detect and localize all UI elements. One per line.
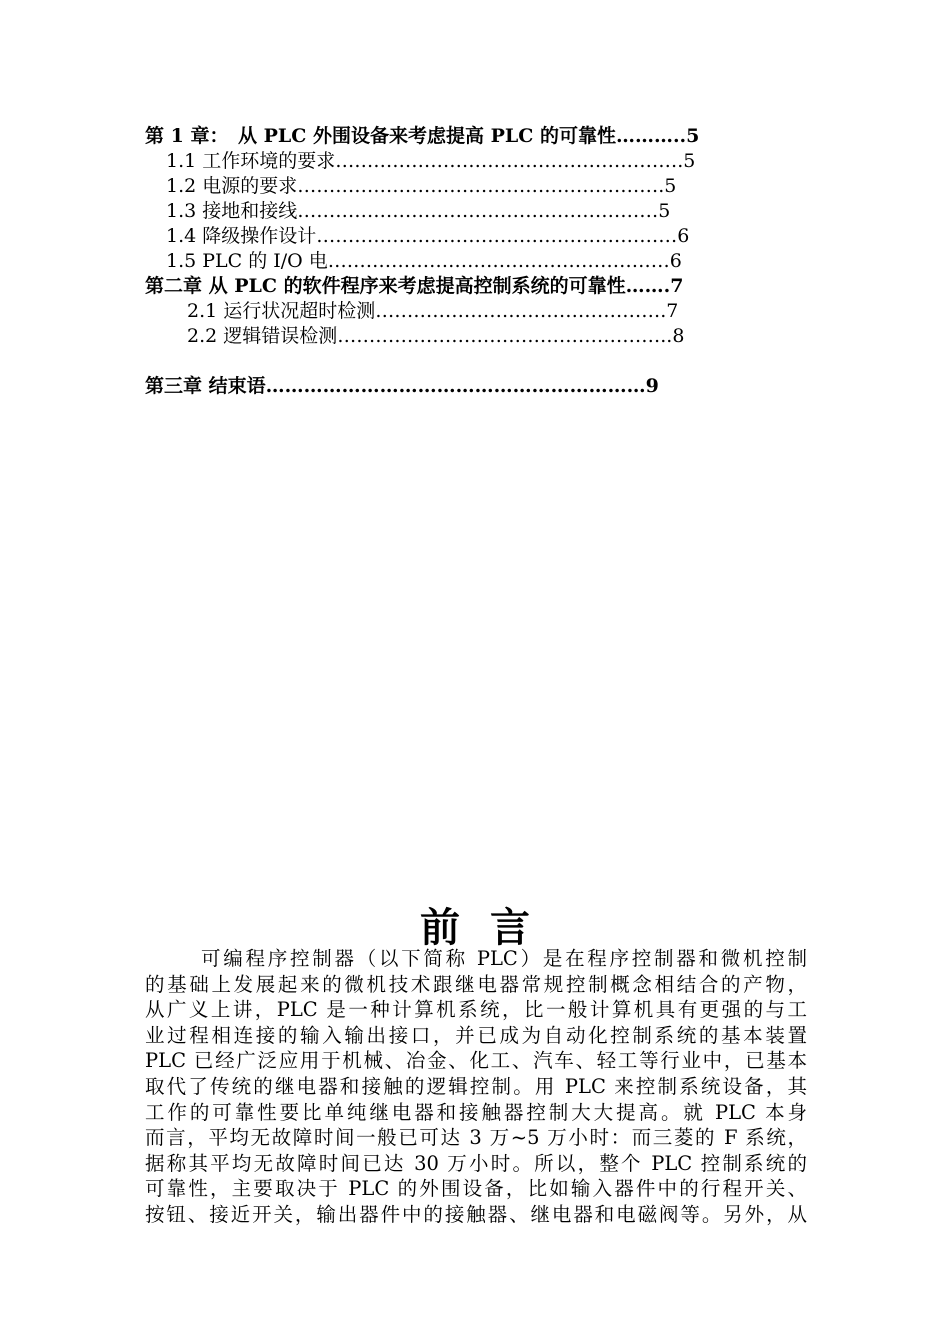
preface-line: 从广义上讲，PLC 是一种计算机系统，比一般计算机具有更强的与工: [145, 998, 807, 1022]
preface-line: 工作的可靠性要比单纯继电器和接触器控制大大提高。就 PLC 本身: [145, 1100, 807, 1124]
toc-section-1-2[interactable]: 1.2 电源的要求………………………………………………….5: [166, 175, 677, 197]
preface-paragraph: [145, 946, 807, 1228]
preface-line: 业过程相连接的输入输出接口，并已成为自动化控制系统的基本装置: [145, 1023, 807, 1047]
preface-line: 可靠性，主要取决于 PLC 的外围设备，比如输入器件中的行程开关、: [145, 1177, 807, 1201]
preface-line: 可编程序控制器（以下简称 PLC）是在程序控制器和微机控制: [201, 947, 807, 970]
preface-title: 前言: [420, 904, 560, 951]
toc-section-2-1[interactable]: 2.1 运行状况超时检测……………………………………….7: [187, 300, 679, 322]
toc-chapter-1[interactable]: 第 1 章： 从 PLC 外围设备来考虑提高 PLC 的可靠性………..5: [145, 125, 700, 147]
toc-section-2-2[interactable]: 2.2 逻辑错误检测……………………………………………..8: [187, 325, 685, 347]
preface-line: PLC 已经广泛应用于机械、冶金、化工、汽车、轻工等行业中，已基本: [145, 1049, 807, 1073]
preface-line: 取代了传统的继电器和接触的逻辑控制。用 PLC 来控制系统设备，其: [145, 1074, 807, 1098]
toc-section-1-3[interactable]: 1.3 接地和接线…………………………………………………5: [166, 200, 671, 222]
toc-section-1-5[interactable]: 1.5 PLC 的 I/O 电………………………………………………6: [166, 250, 682, 272]
preface-line: 按钮、接近开关，输出器件中的接触器、继电器和电磁阀等。另外，从: [145, 1202, 807, 1226]
toc-chapter-3[interactable]: 第三章 结束语……………………………………………………9: [145, 375, 659, 397]
toc-chapter-2[interactable]: 第二章 从 PLC 的软件程序来考虑提高控制系统的可靠性…….7: [145, 275, 684, 297]
preface-line: 据称其平均无故障时间已达 30 万小时。所以，整个 PLC 控制系统的: [145, 1151, 807, 1175]
preface-line: 的基础上发展起来的微机技术跟继电器常规控制概念相结合的产物，: [145, 972, 807, 996]
toc-section-1-4[interactable]: 1.4 降级操作设计…………………………………………………6: [166, 225, 690, 247]
toc-section-1-1[interactable]: 1.1 工作环境的要求……………………………………………….5: [166, 150, 696, 172]
preface-line: 而言，平均无故障时间一般已可达 3 万~5 万小时：而三菱的 F 系统，: [145, 1126, 807, 1150]
